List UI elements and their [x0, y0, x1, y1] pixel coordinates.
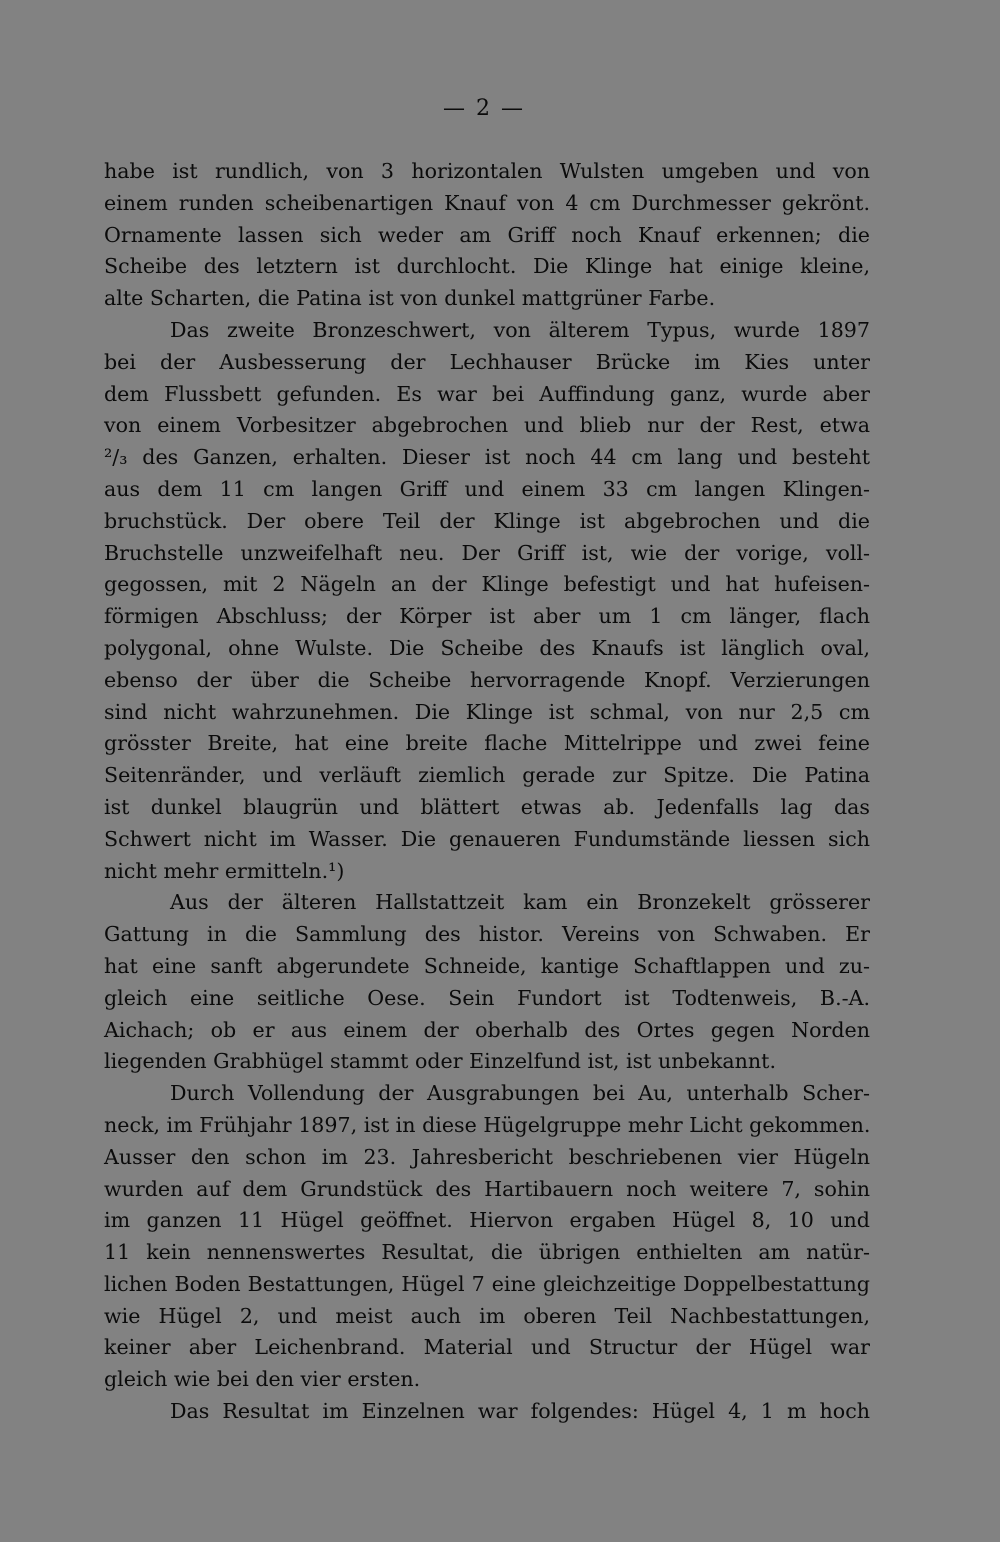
text-line: polygonal, ohne Wulste. Die Scheibe des Knaufs ist länglich oval,: [104, 635, 870, 660]
text-line: Scheibe des letztern ist durchlocht. Die Klinge hat einige kleine,: [104, 254, 870, 279]
text-line: förmigen Abschluss; der Körper ist aber um 1 cm länger, flach: [104, 604, 870, 629]
text-line: bei der Ausbesserung der Lechhauser Brücke im Kies unter: [104, 349, 870, 374]
text-line: Ornamente lassen sich weder am Griff noch Knauf erkennen; die: [104, 222, 870, 247]
text-line: ist dunkel blaugrün und blättert etwas ab. Jedenfalls lag das: [104, 794, 870, 819]
text-line: Seitenränder, und verläuft ziemlich gerade zur Spitze. Die Patina: [104, 763, 870, 788]
text-line: Durch Vollendung der Ausgrabungen bei Au, unterhalb Scher-: [170, 1081, 870, 1106]
text-line: nicht mehr ermitteln.¹): [104, 858, 345, 883]
text-line: alte Scharten, die Patina ist von dunkel mattgrüner Farbe.: [104, 286, 716, 311]
text-line: gleich wie bei den vier ersten.: [104, 1367, 421, 1392]
text-line: Gattung in die Sammlung des histor. Vereins von Schwaben. Er: [104, 922, 870, 947]
text-line: aus dem 11 cm langen Griff und einem 33 cm langen Klingen-: [104, 476, 870, 501]
text-line: sind nicht wahrzunehmen. Die Klinge ist schmal, von nur 2,5 cm: [104, 699, 870, 724]
text-line: im ganzen 11 Hügel geöffnet. Hiervon ergaben Hügel 8, 10 und: [104, 1208, 870, 1233]
text-line: gegossen, mit 2 Nägeln an der Klinge befestigt und hat hufeisen-: [104, 572, 870, 597]
text-line: Schwert nicht im Wasser. Die genaueren Fundumstände liessen sich: [104, 826, 870, 851]
text-line: grösster Breite, hat eine breite flache Mittelrippe und zwei feine: [104, 731, 870, 756]
text-line: lichen Boden Bestattungen, Hügel 7 eine gleichzeitige Doppelbestattung: [104, 1271, 870, 1296]
text-line: keiner aber Leichenbrand. Material und Structur der Hügel war: [104, 1335, 870, 1360]
text-line: wurden auf dem Grundstück des Hartibauern noch weitere 7, sohin: [104, 1176, 870, 1201]
text-line: von einem Vorbesitzer abgebrochen und blieb nur der Rest, etwa: [104, 413, 870, 438]
text-line: 11 kein nennenswertes Resultat, die übrigen enthielten am natür-: [104, 1240, 870, 1265]
text-line: Bruchstelle unzweifelhaft neu. Der Griff ist, wie der vorige, voll-: [104, 540, 870, 565]
text-line: Das Resultat im Einzelnen war folgendes: Hügel 4, 1 m hoch: [170, 1399, 870, 1424]
text-line: liegenden Grabhügel stammt oder Einzelfund ist, ist unbekannt.: [104, 1049, 777, 1074]
text-line: einem runden scheibenartigen Knauf von 4 cm Durchmesser gekrönt.: [104, 190, 870, 215]
text-line: Das zweite Bronzeschwert, von älterem Typus, wurde 1897: [170, 317, 870, 342]
text-line: bruchstück. Der obere Teil der Klinge ist abgebrochen und die: [104, 508, 870, 533]
text-line: gleich eine seitliche Oese. Sein Fundort ist Todtenweis, B.-A.: [104, 985, 870, 1010]
body-text: [104, 156, 870, 1428]
text-line: wie Hügel 2, und meist auch im oberen Teil Nachbestattungen,: [104, 1303, 870, 1328]
text-line: habe ist rundlich, von 3 horizontalen Wulsten umgeben und von: [104, 159, 870, 183]
text-line: Aichach; ob er aus einem der oberhalb des Ortes gegen Norden: [104, 1017, 870, 1042]
text-line: dem Flussbett gefunden. Es war bei Auffindung ganz, wurde aber: [104, 381, 870, 406]
text-line: Ausser den schon im 23. Jahresbericht beschriebenen vier Hügeln: [104, 1144, 870, 1169]
text-line: hat eine sanft abgerundete Schneide, kantige Schaftlappen und zu-: [104, 953, 870, 978]
text-line: Aus der älteren Hallstattzeit kam ein Bronzekelt grösserer: [170, 890, 870, 915]
text-line: ebenso der über die Scheibe hervorragende Knopf. Verzierungen: [104, 667, 870, 692]
text-line: ²/₃ des Ganzen, erhalten. Dieser ist noch 44 cm lang und besteht: [104, 445, 870, 470]
page-number: — 2 —: [443, 96, 525, 121]
text-line: neck, im Frühjahr 1897, ist in diese Hügelgruppe mehr Licht gekommen.: [104, 1112, 871, 1137]
